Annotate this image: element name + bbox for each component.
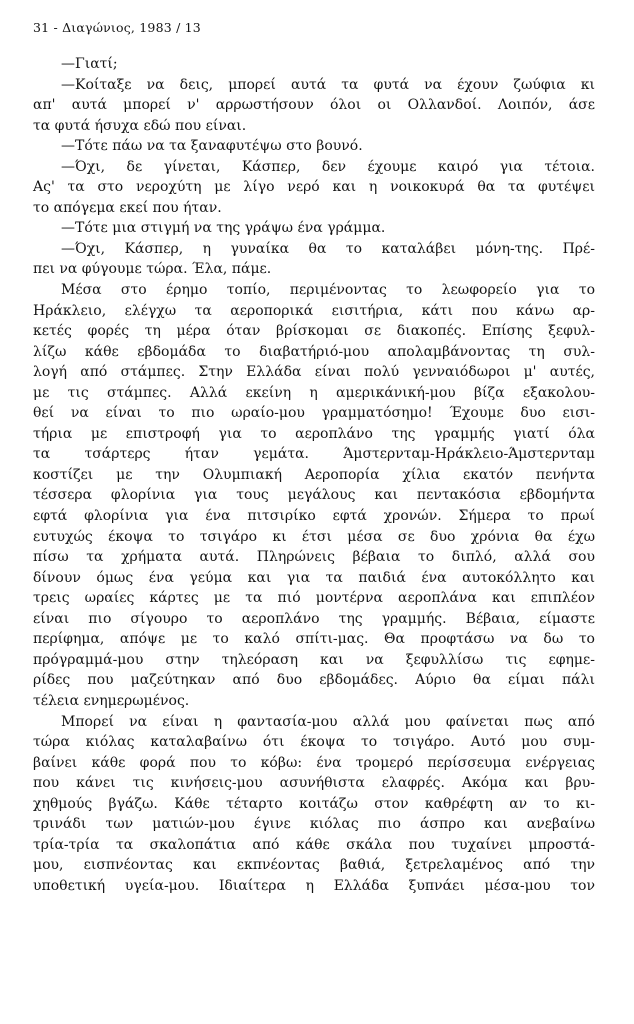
text-line: λίζω κάθε εβδομάδα το διαβατήριό-μου απολαμβάνοντας τη συλ- bbox=[33, 343, 595, 360]
text-line: θεί να είναι το πιο ωραίο-μου γραμματόσημο! Έχουμε δυο εισι- bbox=[33, 405, 595, 422]
text-line: εφτά φλορίνια για ένα πιτσιρίκο εφτά χρονών. Σήμερα το πρωί bbox=[33, 508, 595, 525]
text-line: πίσω τα χρήματα αυτά. Πληρώνεις βέβαια το διπλό, αλλά σου bbox=[33, 549, 595, 566]
text-line: —Γιατί; bbox=[61, 56, 118, 72]
text-line: βαίνει κάθε φορά που το κόβω: ένα τρομερό περίσσευμα ενέργειας bbox=[33, 754, 595, 771]
text-line: —Τότε πάω να τα ξαναφυτέψω στο βουνό. bbox=[61, 138, 363, 155]
text-line: κετές φορές τη μέρα όταν βρίσκομαι σε διακοπές. Επίσης ξεφυλ- bbox=[33, 323, 595, 340]
text-line: πρόγραμμά-μου στην τηλεόραση και να ξεφυλλίσω τις εφημε- bbox=[33, 651, 595, 668]
text-line: με τις στάμπες. Αλλά εκείνη η αμερικάνική-μου βίζα εξακολου- bbox=[33, 384, 595, 401]
text-line: ρίδες που μαζεύτηκαν από δυο εβδομάδες. Αύριο θα είμαι πάλι bbox=[33, 672, 595, 689]
text-line: δίνουν όμως ένα γεύμα και για τα παιδιά ένα αυτοκόλλητο και bbox=[33, 569, 595, 586]
text-line: τα τσάρτερς ήταν γεμάτα. Άμστερνταμ-Ηράκλειο-Άμστερνταμ bbox=[33, 446, 595, 463]
text-line: λογή από στάμπες. Στην Ελλάδα είναι πολύ γενναιόδωροι μ' αυτές, bbox=[33, 364, 595, 381]
text-line: το απόγεμα εκεί που ήταν. bbox=[33, 199, 222, 216]
text-line: τώρα κιόλας καταλαβαίνω ότι έκοψα το τσιγάρο. Αυτό μου συμ- bbox=[33, 734, 595, 751]
text-line: υποθετική υγεία-μου. Ιδιαίτερα η Ελλάδα ξυπνάει μέσα-μου τον bbox=[33, 877, 595, 894]
body-text bbox=[33, 54, 595, 896]
running-header: 31 - Διαγώνιος, 1983 / 13 bbox=[33, 20, 201, 35]
text-line: —Κοίταξε να δεις, μπορεί αυτά τα φυτά να έχουν ζωύφια κι bbox=[61, 76, 595, 93]
text-line: τρεις ωραίες κάρτες με τα πιό μοντέρνα αεροπλάνα και επιπλέον bbox=[33, 590, 595, 607]
text-line: τα φυτά ήσυχα εδώ που είναι. bbox=[33, 117, 247, 134]
text-line: Ηράκλειο, ελέγχω τα αεροπορικά εισιτήρια, κάτι που κάνω αρ- bbox=[33, 302, 595, 319]
text-line: —Όχι, δε γίνεται, Κάσπερ, δεν έχουμε καιρό για τέτοια. bbox=[61, 158, 595, 175]
book-page bbox=[33, 20, 595, 896]
text-line: Μέσα στο έρημο τοπίο, περιμένοντας το λεωφορείο για το bbox=[61, 282, 595, 299]
text-line: περίφημα, απόψε με το καλό σπίτι-μας. Θα προφτάσω να δω το bbox=[33, 631, 595, 648]
text-line: μου, εισπνέοντας και εκπνέοντας βαθιά, ξετρελαμένος από την bbox=[33, 857, 595, 874]
text-line: τέσσερα φλορίνια για τους μεγάλους και πεντακόσια εβδομήντα bbox=[33, 487, 595, 504]
text-line: ευτυχώς έκοψα το τσιγάρο κι έτσι μέσα σε δυο χρόνια θα έχω bbox=[33, 528, 595, 545]
text-line: —Όχι, Κάσπερ, η γυναίκα θα το καταλάβει μόνη-της. Πρέ- bbox=[61, 240, 595, 257]
text-line: τέλεια ενημερωμένος. bbox=[33, 692, 190, 709]
text-line: τήρια με επιστροφή για το αεροπλάνο της γραμμής γιατί όλα bbox=[33, 425, 595, 442]
text-line: τρινάδι των ματιών-μου έγινε κιόλας πιο άσπρο και ανεβαίνω bbox=[33, 816, 595, 833]
text-line: —Τότε μια στιγμή να της γράψω ένα γράμμα. bbox=[61, 220, 386, 237]
text-line: που κάνει τις κινήσεις-μου ασυνήθιστα ελαφρές. Ακόμα και βρυ- bbox=[33, 775, 595, 792]
text-line: Ας' τα στο νεροχύτη με λίγο νερό και η νοικοκυρά θα τα φυτέψει bbox=[33, 179, 595, 196]
text-line: Μπορεί να είναι η φαντασία-μου αλλά μου φαίνεται πως από bbox=[61, 713, 595, 730]
text-line: τρία-τρία τα σκαλοπάτια από κάθε σκάλα που τυχαίνει μπροστά- bbox=[33, 836, 595, 853]
text-line: κοστίζει με την Ολυμπιακή Αεροπορία χίλια εκατόν πενήντα bbox=[33, 466, 595, 483]
text-line: χηθμούς βγάζω. Κάθε τέταρτο κοιτάζω στον καθρέφτη αν το κι- bbox=[33, 795, 595, 812]
text-line: απ' αυτά μπορεί ν' αρρωστήσουν όλοι οι Ολλανδοί. Λοιπόν, άσε bbox=[33, 97, 595, 114]
text-line: είναι πιο σίγουρο το αεροπλάνο της γραμμής. Βέβαια, είμαστε bbox=[33, 610, 595, 627]
text-line: πει να φύγουμε τώρα. Έλα, πάμε. bbox=[33, 261, 272, 278]
